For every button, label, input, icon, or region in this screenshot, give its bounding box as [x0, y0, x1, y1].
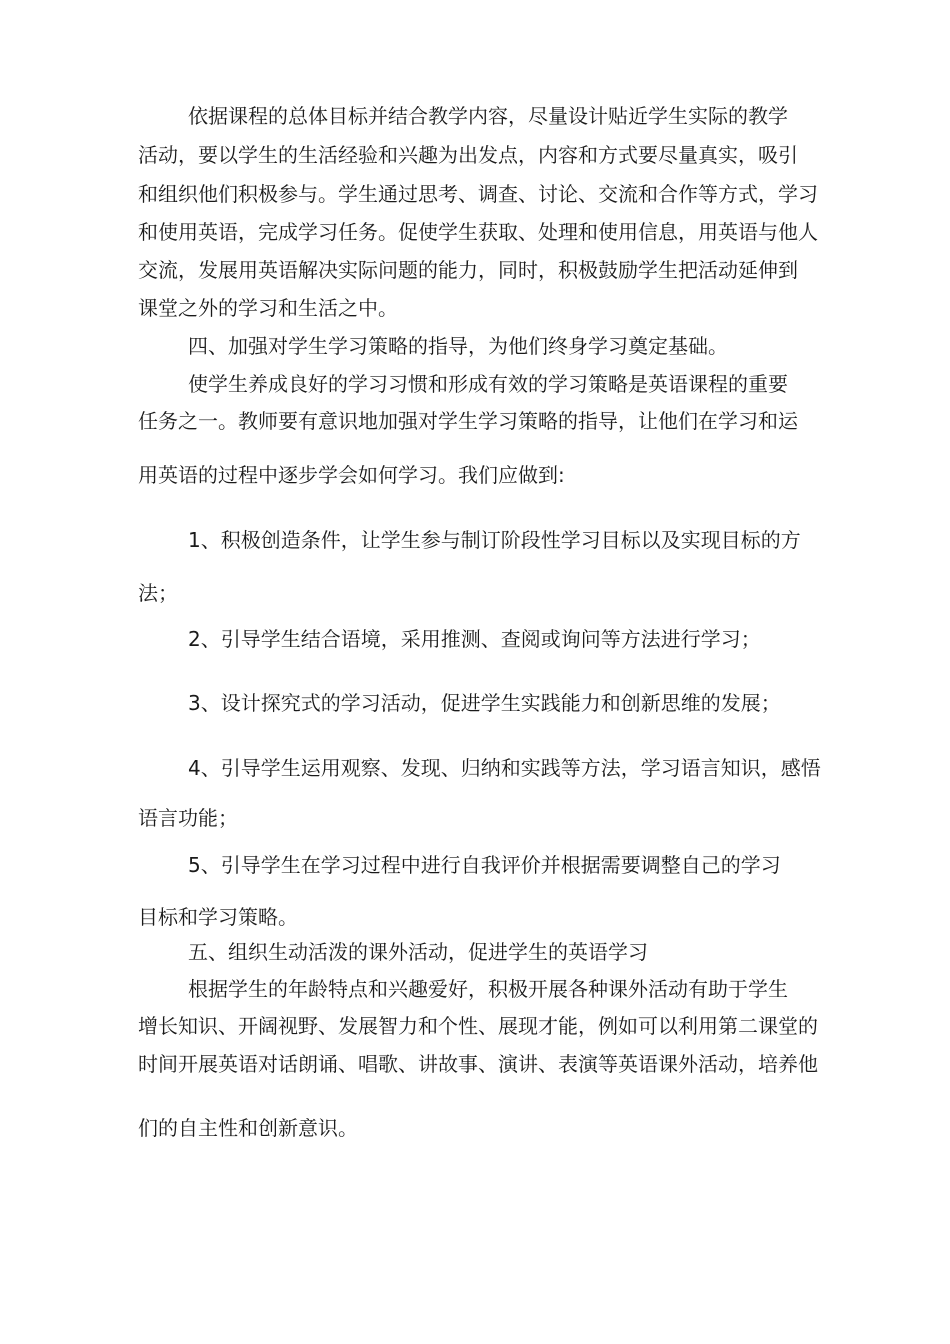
text-line: 交流，发展用英语解决实际问题的能力，同时，积极鼓励学生把活动延伸到 — [138, 258, 798, 282]
list-item-continued: 目标和学习策略。 — [138, 905, 298, 929]
list-item-continued: 法； — [138, 581, 178, 605]
section-heading: 四、加强对学生学习策略的指导，为他们终身学习奠定基础。 — [188, 334, 728, 358]
list-item: 4、引导学生运用观察、发现、归纳和实践等方法，学习语言知识，感悟 — [188, 756, 821, 780]
text-line: 课堂之外的学习和生活之中。 — [138, 296, 398, 320]
text-line: 们的自主性和创新意识。 — [138, 1116, 358, 1140]
list-item: 5、引导学生在学习过程中进行自我评价并根据需要调整自己的学习 — [188, 853, 781, 877]
text-line: 依据课程的总体目标并结合教学内容，尽量设计贴近学生实际的教学 — [188, 104, 788, 128]
text-line: 和使用英语，完成学习任务。促使学生获取、处理和使用信息，用英语与他人 — [138, 220, 818, 244]
text-line: 时间开展英语对话朗诵、唱歌、讲故事、演讲、表演等英语课外活动，培养他 — [138, 1052, 818, 1076]
list-item: 3、设计探究式的学习活动，促进学生实践能力和创新思维的发展； — [188, 691, 781, 715]
list-item-continued: 语言功能； — [138, 806, 238, 830]
list-item: 2、引导学生结合语境，采用推测、查阅或询问等方法进行学习； — [188, 627, 761, 651]
text-line: 和组织他们积极参与。学生通过思考、调查、讨论、交流和合作等方式，学习 — [138, 182, 818, 206]
text-line: 根据学生的年龄特点和兴趣爱好，积极开展各种课外活动有助于学生 — [188, 977, 788, 1001]
list-item: 1、积极创造条件，让学生参与制订阶段性学习目标以及实现目标的方 — [188, 528, 801, 552]
text-line: 任务之一。教师要有意识地加强对学生学习策略的指导，让他们在学习和运 — [138, 409, 798, 433]
text-line: 增长知识、开阔视野、发展智力和个性、展现才能，例如可以利用第二课堂的 — [138, 1014, 818, 1038]
text-line: 用英语的过程中逐步学会如何学习。我们应做到: — [138, 463, 565, 487]
text-line: 使学生养成良好的学习习惯和形成有效的学习策略是英语课程的重要 — [188, 372, 788, 396]
section-heading: 五、组织生动活泼的课外活动，促进学生的英语学习 — [188, 940, 648, 964]
text-line: 活动，要以学生的生活经验和兴趣为出发点，内容和方式要尽量真实，吸引 — [138, 143, 798, 167]
